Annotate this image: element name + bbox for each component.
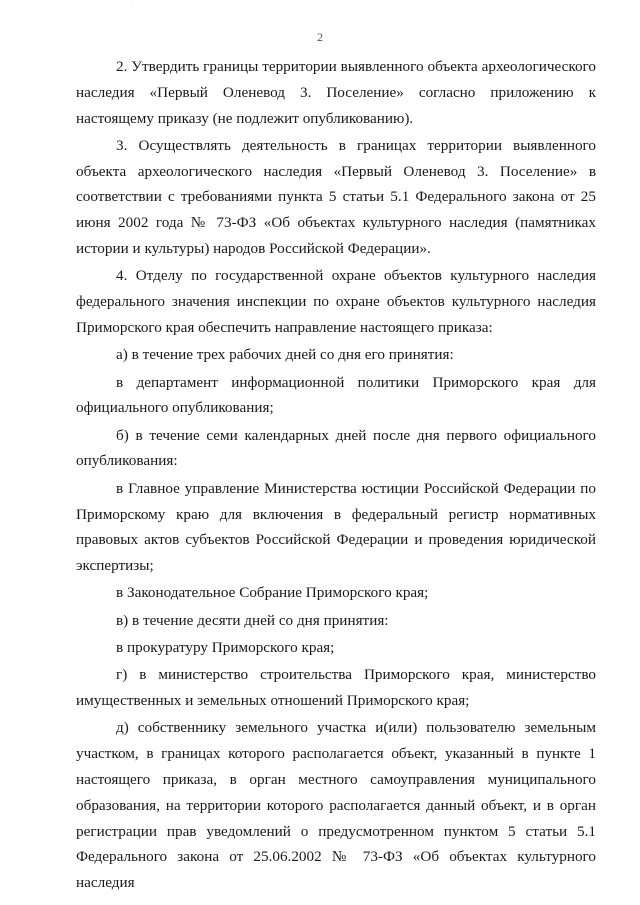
recipient-prosecutor-office: в прокуратуру Приморского края; bbox=[116, 639, 335, 657]
subparagraph-d: д) собственнику земельного участка и(или) пользователю земельным участком, в границах которого располагается объект, указанный в пункте 1 настоящего приказа, в орган местного самоуправления муниципального образования, на территории которого располагается данный объект, и в орган регистрации прав уведомлений о предусмотренном пунктом 5 статьи 5.1 Федерального закона от 25.06.2002 № 73-ФЗ «Об объектах культурного наследия bbox=[76, 719, 596, 892]
subparagraph-b: б) в течение семи календарных дней после дня первого официального опубликования: bbox=[76, 426, 596, 470]
page-number: 2 bbox=[317, 30, 323, 44]
recipient-info-policy-department: в департамент информационной политики Приморского края для официального опубликования; bbox=[76, 373, 596, 417]
subparagraph-v: в) в течение десяти дней со дня принятия: bbox=[116, 611, 389, 629]
paragraph-item-3: 3. Осуществлять деятельность в границах территории выявленного объекта археологического наследия «Первый Оленевод 3. Поселение» в соответствии с требованиями пункта 5 статьи 5.1 Федерального закона от 25 июня 2002 года № 73-ФЗ «Об объектах культурного наследия (памятниках истории и культуры) народов Российской Федерации». bbox=[76, 136, 596, 258]
document-body bbox=[76, 54, 596, 896]
recipient-legislative-assembly: в Законодательное Собрание Приморского края; bbox=[116, 584, 429, 602]
subparagraph-g: г) в министерство строительства Приморского края, министерство имущественных и земельных отношений Приморского края; bbox=[76, 666, 596, 710]
subparagraph-a: а) в течение трех рабочих дней со дня его принятия: bbox=[116, 346, 454, 364]
paragraph-item-4: 4. Отделу по государственной охране объектов культурного наследия федерального значения инспекции по охране объектов культурного наследия Приморского края обеспечить направление настоящего приказа: bbox=[76, 267, 596, 336]
scan-artifact bbox=[112, 2, 172, 4]
paragraph-item-2: 2. Утвердить границы территории выявленного объекта археологического наследия «Первый Оленевод 3. Поселение» согласно приложению к настоящему приказу (не подлежит опубликованию). bbox=[76, 58, 596, 127]
recipient-ministry-of-justice: в Главное управление Министерства юстиции Российской Федерации по Приморскому краю для включения в федеральный регистр нормативных правовых актов субъектов Российской Федерации и проведения юридической экспертизы; bbox=[76, 479, 596, 575]
